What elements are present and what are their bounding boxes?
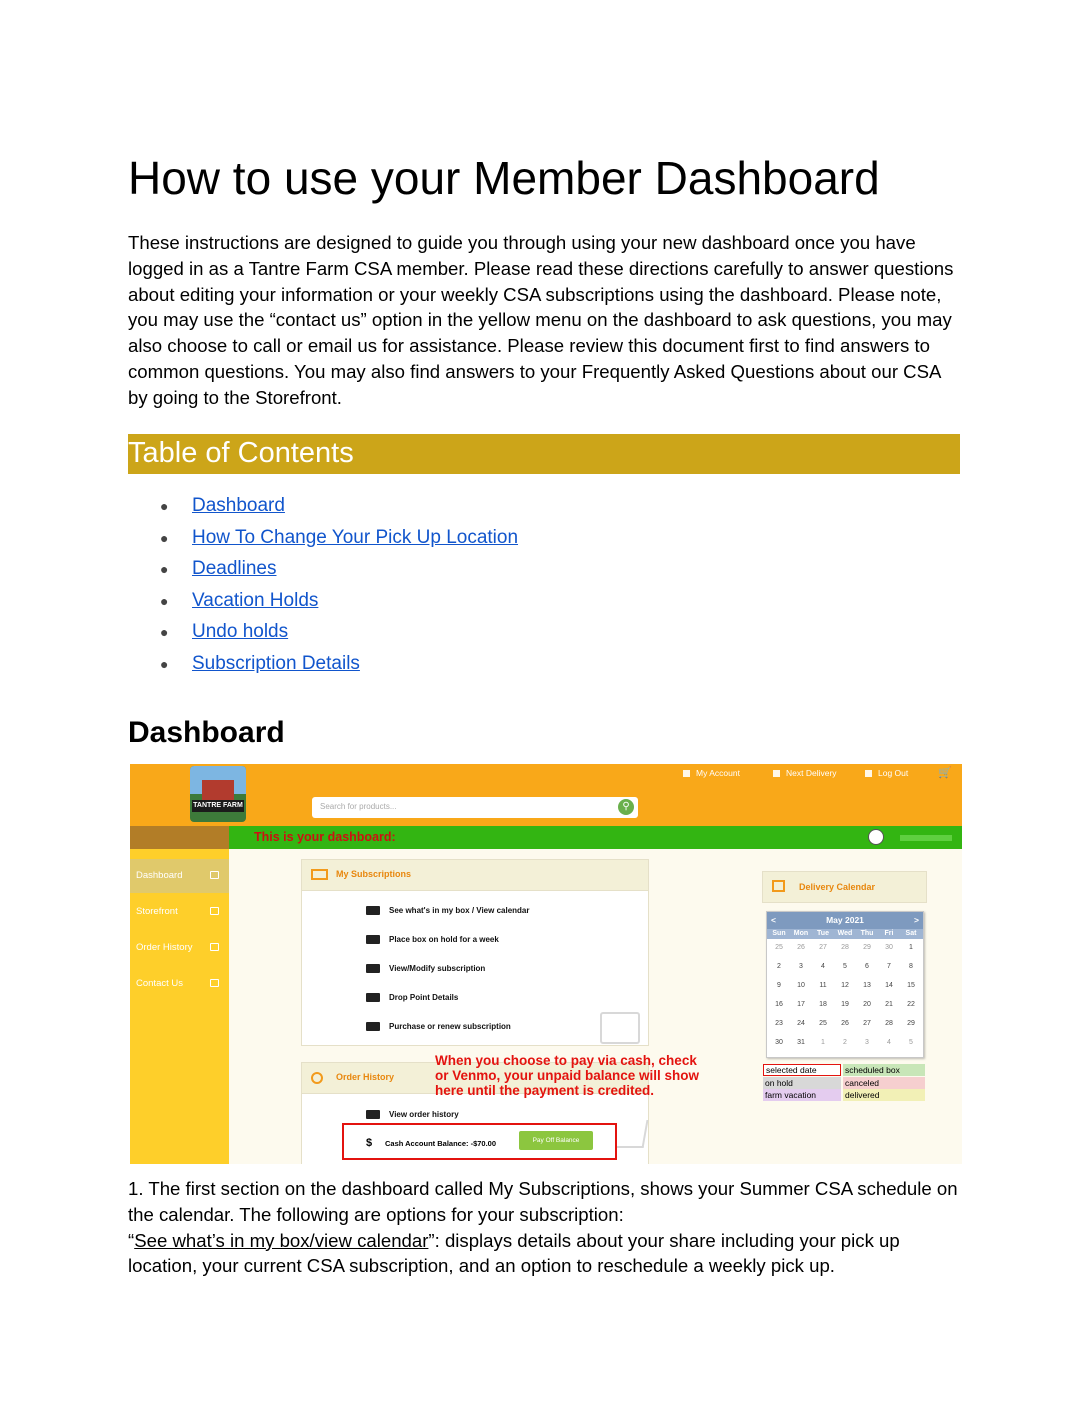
calendar-day[interactable]: 23: [775, 1020, 783, 1027]
calendar-day[interactable]: 30: [885, 944, 893, 951]
calendar-day[interactable]: 5: [909, 1039, 913, 1046]
toc-link-pickup-location[interactable]: How To Change Your Pick Up Location: [192, 526, 519, 548]
calendar-day[interactable]: 4: [887, 1039, 891, 1046]
page-title: How to use your Member Dashboard: [128, 152, 880, 204]
calendar-day[interactable]: 19: [841, 1001, 849, 1008]
weekday-label: Sat: [905, 930, 917, 937]
legend-scheduled-box: scheduled box: [843, 1064, 925, 1076]
prev-month-button[interactable]: <: [771, 915, 776, 925]
sidebar: [130, 849, 229, 1164]
search-icon[interactable]: ⚲: [618, 799, 634, 815]
drop-point-link[interactable]: Drop Point Details: [366, 993, 458, 1002]
cart-icon[interactable]: 🛒: [938, 767, 952, 779]
monitor-icon: [210, 871, 219, 879]
calendar-day[interactable]: 25: [775, 944, 783, 951]
calendar-day[interactable]: 26: [797, 944, 805, 951]
bullet-icon: ●: [160, 655, 169, 672]
avatar-icon[interactable]: [868, 829, 884, 845]
toc-heading: Table of Contents: [128, 437, 354, 469]
calendar-month: May 2021: [826, 915, 864, 925]
card-icon: [366, 906, 380, 915]
pay-off-balance-button[interactable]: Pay Off Balance: [519, 1131, 593, 1150]
caption-rest: ”: displays details about your share including your pick up location, your current CSA subscription, and an option to reschedule a weekly pick up.: [128, 1229, 900, 1277]
calendar-day[interactable]: 16: [775, 1001, 783, 1008]
modify-subscription-link[interactable]: View/Modify subscription: [366, 964, 485, 973]
calendar-day[interactable]: 1: [909, 944, 913, 951]
bullet-icon: ●: [160, 529, 169, 546]
annotation-text: When you choose to pay via cash, check or Venmo, your unpaid balance will show here until the payment is credited.: [435, 1053, 700, 1098]
bullet-icon: ●: [160, 498, 169, 514]
cart-watermark-icon: [616, 1120, 649, 1148]
see-box-link[interactable]: See what's in my box / View calendar: [366, 906, 529, 915]
calendar-day[interactable]: 26: [841, 1020, 849, 1027]
user-icon: [683, 770, 690, 777]
calendar-day[interactable]: 2: [777, 963, 781, 970]
calendar-day[interactable]: 3: [799, 963, 803, 970]
calendar-day[interactable]: 24: [797, 1020, 805, 1027]
calendar-day[interactable]: 17: [797, 1001, 805, 1008]
calendar-day[interactable]: 29: [863, 944, 871, 951]
weekday-label: Fri: [884, 930, 894, 937]
calendar-day[interactable]: 3: [865, 1039, 869, 1046]
calendar-icon: [772, 880, 785, 892]
card-icon: [366, 1110, 380, 1119]
logout-icon: [865, 770, 872, 777]
dashboard-message: This is your dashboard:: [254, 830, 396, 844]
card-icon: [366, 935, 380, 944]
subscriptions-panel: [301, 859, 649, 1046]
hold-box-link[interactable]: Place box on hold for a week: [366, 935, 499, 944]
bullet-icon: ●: [160, 561, 169, 577]
dashboard-screenshot: [130, 764, 962, 1164]
weekday-label: Mon: [793, 930, 809, 937]
history-icon: [210, 943, 219, 951]
calendar-day[interactable]: 22: [907, 1001, 915, 1008]
monitor-watermark-icon: [600, 1012, 640, 1044]
calendar-weekdays: [767, 929, 923, 939]
toc-link-deadlines[interactable]: Deadlines: [192, 558, 277, 579]
order-history-title: Order History: [336, 1072, 395, 1082]
calendar-day[interactable]: 30: [775, 1039, 783, 1046]
toc-heading-bar: [128, 434, 960, 474]
calendar-day[interactable]: 13: [863, 982, 871, 989]
card-icon: [366, 964, 380, 973]
bullet-icon: ●: [160, 624, 169, 640]
legend-selected-date: selected date: [763, 1064, 841, 1076]
caption-line: 1. The first section on the dashboard called My Subscriptions, shows your Summer CSA schedule on the calendar. The following are options for your subscription:: [128, 1178, 958, 1225]
weekday-label: Sun: [772, 930, 786, 937]
history-icon: [311, 1072, 323, 1084]
toc-link-subscription-details[interactable]: Subscription Details: [192, 652, 360, 674]
renew-subscription-link[interactable]: Purchase or renew subscription: [366, 1022, 511, 1031]
calendar-day[interactable]: 29: [907, 1020, 915, 1027]
search-input[interactable]: [312, 797, 638, 818]
see-box-caption-link[interactable]: See what’s in my box/view calendar: [134, 1229, 429, 1251]
site-header: [130, 764, 962, 826]
card-icon: [366, 1022, 380, 1031]
calendar-day[interactable]: 8: [909, 963, 913, 970]
card-icon: [366, 993, 380, 1002]
calendar-day[interactable]: 27: [863, 1020, 871, 1027]
calendar-day[interactable]: 21: [885, 1001, 893, 1008]
calendar-day[interactable]: 14: [885, 982, 893, 989]
cash-balance: Cash Account Balance: -$70.00: [385, 1139, 497, 1148]
legend-delivered: delivered: [843, 1089, 925, 1101]
contact-icon: [210, 979, 219, 987]
legend-canceled: canceled: [843, 1077, 925, 1089]
user-name-blurred: [900, 835, 952, 841]
weekday-label: Wed: [837, 930, 853, 937]
sidebar-item-order-history[interactable]: Order History: [130, 931, 229, 965]
calendar-day[interactable]: 15: [907, 982, 915, 989]
calendar-day[interactable]: 18: [819, 1001, 827, 1008]
calendar-day[interactable]: 25: [819, 1020, 827, 1027]
calendar-day[interactable]: 7: [887, 963, 891, 970]
calendar-day[interactable]: 12: [841, 982, 849, 989]
calendar-day[interactable]: 20: [863, 1001, 871, 1008]
my-account-link[interactable]: My Account: [683, 768, 740, 778]
toc-link-vacation-holds[interactable]: Vacation Holds: [192, 589, 319, 611]
delivery-calendar-title: Delivery Calendar: [799, 882, 876, 892]
next-month-button[interactable]: >: [914, 915, 919, 925]
weekday-label: Thu: [860, 930, 874, 937]
card-icon: [311, 869, 328, 880]
calendar-day[interactable]: 10: [797, 982, 805, 989]
weekday-label: Tue: [817, 930, 829, 937]
calendar-day[interactable]: 9: [777, 982, 781, 989]
calendar-day[interactable]: 6: [865, 963, 869, 970]
legend-on-hold: on hold: [763, 1077, 841, 1089]
subscriptions-title: My Subscriptions: [336, 869, 412, 879]
sidebar-item-dashboard[interactable]: Dashboard: [130, 859, 229, 893]
calendar-day[interactable]: 1: [821, 1039, 825, 1046]
farm-logo[interactable]: [190, 766, 246, 822]
bag-icon: [210, 907, 219, 915]
calendar-day[interactable]: 2: [843, 1039, 847, 1046]
calendar-day[interactable]: 5: [843, 963, 847, 970]
next-delivery-link[interactable]: Next Delivery: [773, 768, 837, 778]
delivery-calendar: [766, 911, 924, 1058]
legend-farm-vacation: farm vacation: [763, 1089, 841, 1101]
search-placeholder: Search for products...: [320, 802, 397, 811]
calendar-icon: [773, 770, 780, 777]
dashboard-banner: [130, 826, 962, 849]
toc-link-undo-holds[interactable]: Undo holds: [192, 621, 289, 642]
delivery-calendar-header: [762, 871, 927, 903]
intro-paragraph: These instructions are designed to guide you through using your new dashboard once you have logged in as a Tantre Farm CSA member. Please read these directions carefully to answer questions about editing your information or your weekly CSA subscriptions using the dashboard. Please note, you may use the “contact us” option in the yellow menu on the dashboard to ask questions, you may also choose to call or email us for assistance. Please review this document first to find answers to common questions. You may also find answers to your Frequently Asked Questions about our CSA by going to the Storefront.: [128, 232, 954, 408]
calendar-day[interactable]: 27: [819, 944, 827, 951]
calendar-day[interactable]: 4: [821, 963, 825, 970]
dollar-icon: $: [366, 1137, 373, 1149]
calendar-day[interactable]: 28: [885, 1020, 893, 1027]
caption-paragraph: 1. The first section on the dashboard called My Subscriptions, shows your Summer CSA schedule on the calendar. The following are options for your subscription: “See what’s in my box/view calendar”: displays details about your share including your pick up location, your current CSA subscription, and an option to reschedule a weekly pick up.: [128, 1178, 958, 1277]
calendar-day[interactable]: 31: [797, 1039, 805, 1046]
view-order-history-link[interactable]: View order history: [366, 1110, 459, 1119]
calendar-day[interactable]: 28: [841, 944, 849, 951]
logo-text: TANTRE FARM: [192, 800, 244, 812]
bullet-icon: ●: [160, 592, 169, 609]
log-out-link[interactable]: Log Out: [865, 768, 908, 778]
section-heading-dashboard: Dashboard: [128, 716, 285, 749]
calendar-day[interactable]: 11: [819, 982, 827, 989]
toc-link-dashboard[interactable]: Dashboard: [192, 495, 285, 516]
sidebar-item-contact-us[interactable]: Contact Us: [130, 967, 229, 1001]
sidebar-item-storefront[interactable]: Storefront: [130, 895, 229, 929]
